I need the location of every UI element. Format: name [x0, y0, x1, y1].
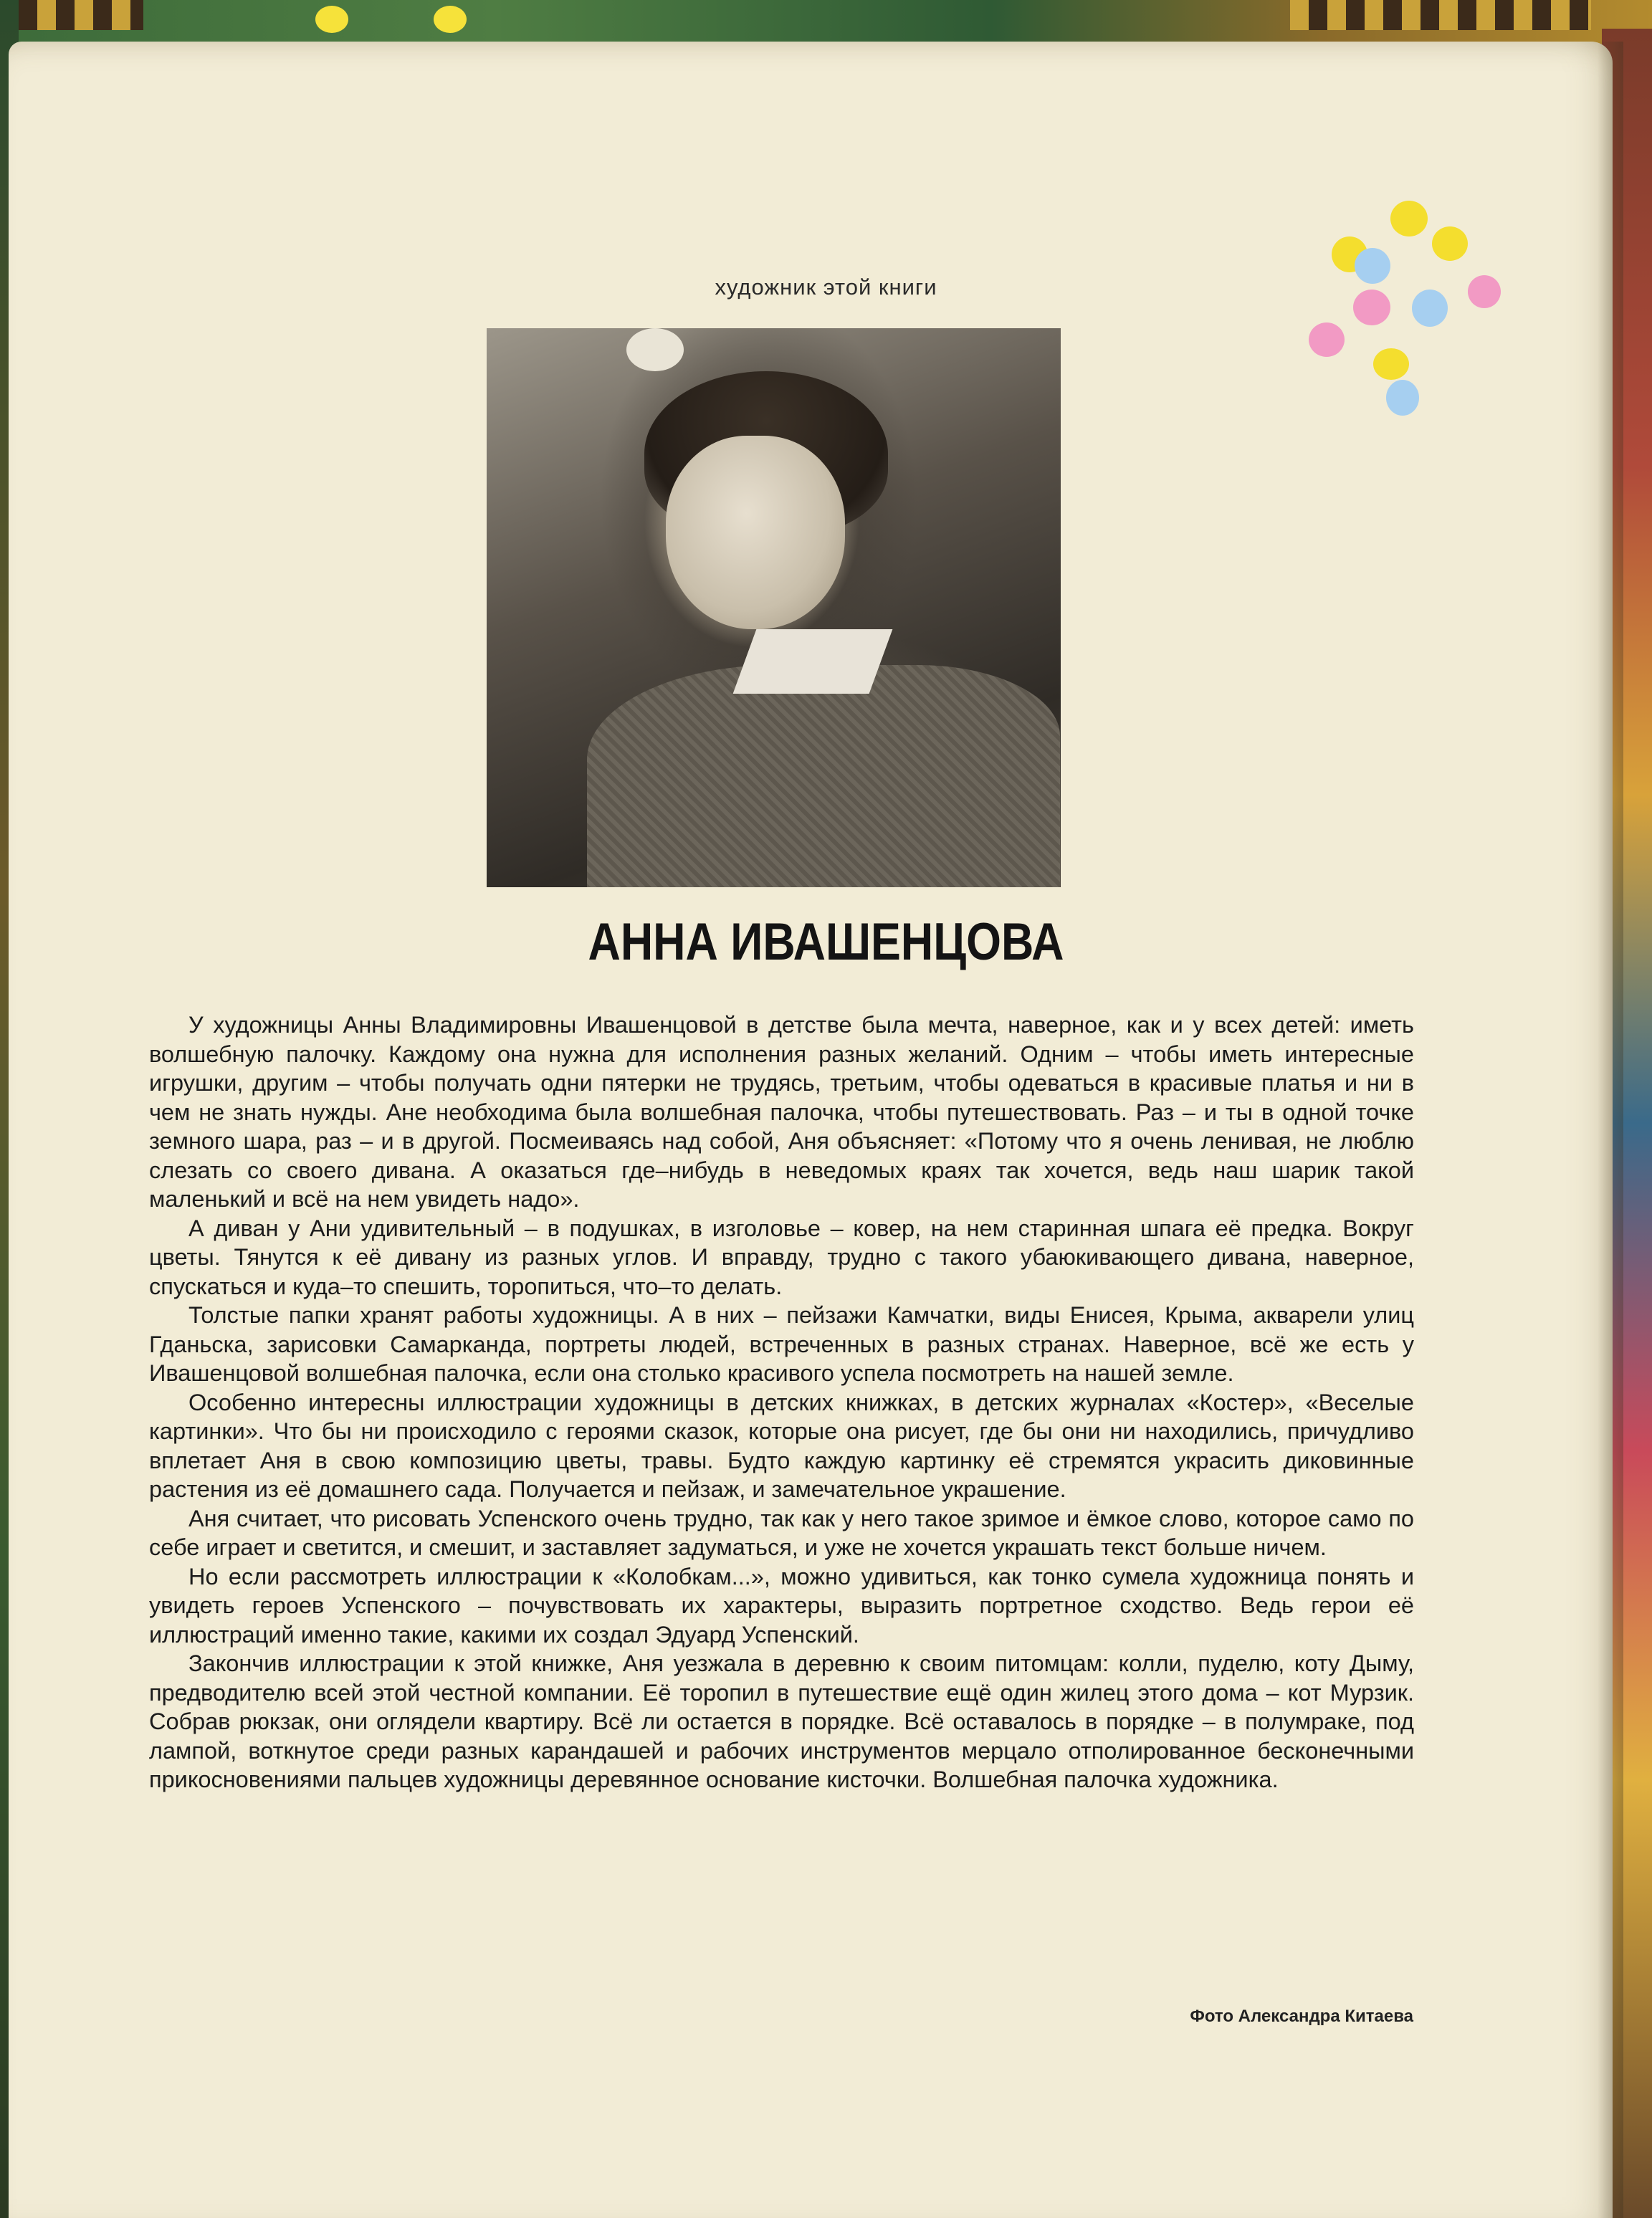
book-cover-checker-pattern-left — [0, 0, 143, 30]
book-cover-checker-pattern — [1290, 0, 1591, 30]
article-paragraph: Аня считает, что рисовать Успенского очень трудно, так как у него такое зримое и ёмкое слово, которое само по себе играет и светится, и смешит, и заставляет задуматься, и уже не хочется украшать текст больше ничем. — [149, 1505, 1414, 1560]
photo-collar — [733, 629, 893, 694]
page-curl-shadow — [1598, 42, 1623, 2218]
article-paragraph: Особенно интересны иллюстрации художницы в детских книжках, в детских журналах «Костер», «Веселые картинки». Что бы ни происходило с героями сказок, которые она рисует, где бы они ни находились, причудливо вплетает Аня в свою композицию цветы, травы. Будто каждую картинку её стремятся украсить диковинные растения из её домашнего сада. Получается и пейзаж, и замечательное украшение. — [149, 1389, 1414, 1502]
photo-credit: Фото Александра Китаева — [1190, 2007, 1413, 2026]
article-paragraph: Толстые папки хранят работы художницы. А в них – пейзажи Камчатки, виды Енисея, Крыма, акварели улиц Гданьска, зарисовки Самарканда, портреты людей, встреченных в разных странах. Наверное, всё же есть у Ивашенцовой волшебная палочка, если она столько красивого успела посмотреть на нашей земле. — [149, 1302, 1414, 1386]
article-paragraph: А диван у Ани удивительный – в подушках, в изголовье – ковер, на нем старинная шпага её предка. Вокруг цветы. Тянутся к её дивану из разных углов. И вправду, трудно с такого убаюкивающего дивана, наверное, спускаться и куда–то спешить, торопиться, что–то делать. — [149, 1215, 1414, 1299]
cover-yellow-dot — [315, 6, 348, 33]
photo-lamp-highlight — [626, 328, 684, 371]
confetti-dot-yellow — [1390, 201, 1428, 236]
cover-yellow-dot — [434, 6, 467, 33]
article-paragraph: Но если рассмотреть иллюстрации к «Колобкам...», можно удивиться, как тонко сумела художница понять и увидеть героев Успенского – почувствовать их характеры, выразить портретное сходство. Ведь герои её иллюстраций именно такие, какими их создал Эдуард Успенский. — [149, 1563, 1414, 1648]
portrait-photo — [487, 328, 1061, 887]
photo-sweater — [587, 665, 1060, 887]
confetti-dot-blue — [1386, 380, 1419, 416]
section-label: художник этой книги — [715, 274, 937, 300]
artist-name-heading: АННА ИВАШЕНЦОВА — [588, 913, 1064, 971]
photo-face — [666, 436, 845, 629]
confetti-dot-pink — [1309, 322, 1345, 357]
confetti-dot-yellow — [1432, 226, 1468, 261]
article-paragraph: У художницы Анны Владимировны Ивашенцовой в детстве была мечта, наверное, как и у всех детей: иметь волшебную палочку. Каждому она нужна для исполнения разных желаний. Одним – чтобы иметь интересные игрушки, другим – чтобы получать одни пятерки не трудясь, третьим, чтобы одеваться в красивые платья и ни в чем не знать нужды. Ане необходима была волшебная палочка, чтобы путешествовать. Раз – и ты в одной точке земного шара, раз – и в другой. Посмеиваясь над собой, Аня объясняет: «Потому что я очень ленивая, не люблю слезать со своего дивана. А оказаться где–нибудь в неведомых краях так хочется, ведь наш шарик такой маленький и всё на нем увидеть надо». — [149, 1012, 1414, 1212]
article-body — [149, 1010, 1414, 1794]
confetti-dot-yellow — [1373, 348, 1409, 380]
article-paragraph: Закончив иллюстрации к этой книжке, Аня уезжала в деревню к своим питомцам: колли, пуделю, коту Дыму, предводителю всей этой честной компании. Её торопил в путешествие ещё один жилец этого дома – кот Мурзик. Собрав рюкзак, они оглядели квартиру. Всё ли остается в порядке. Всё оставалось в порядке – в полумраке, под лампой, воткнутое среди разных карандашей и рабочих инструментов мерцало отполированное бесконечными прикосновениями пальцев художницы деревянное основание кисточки. Волшебная палочка художника. — [149, 1650, 1414, 1792]
